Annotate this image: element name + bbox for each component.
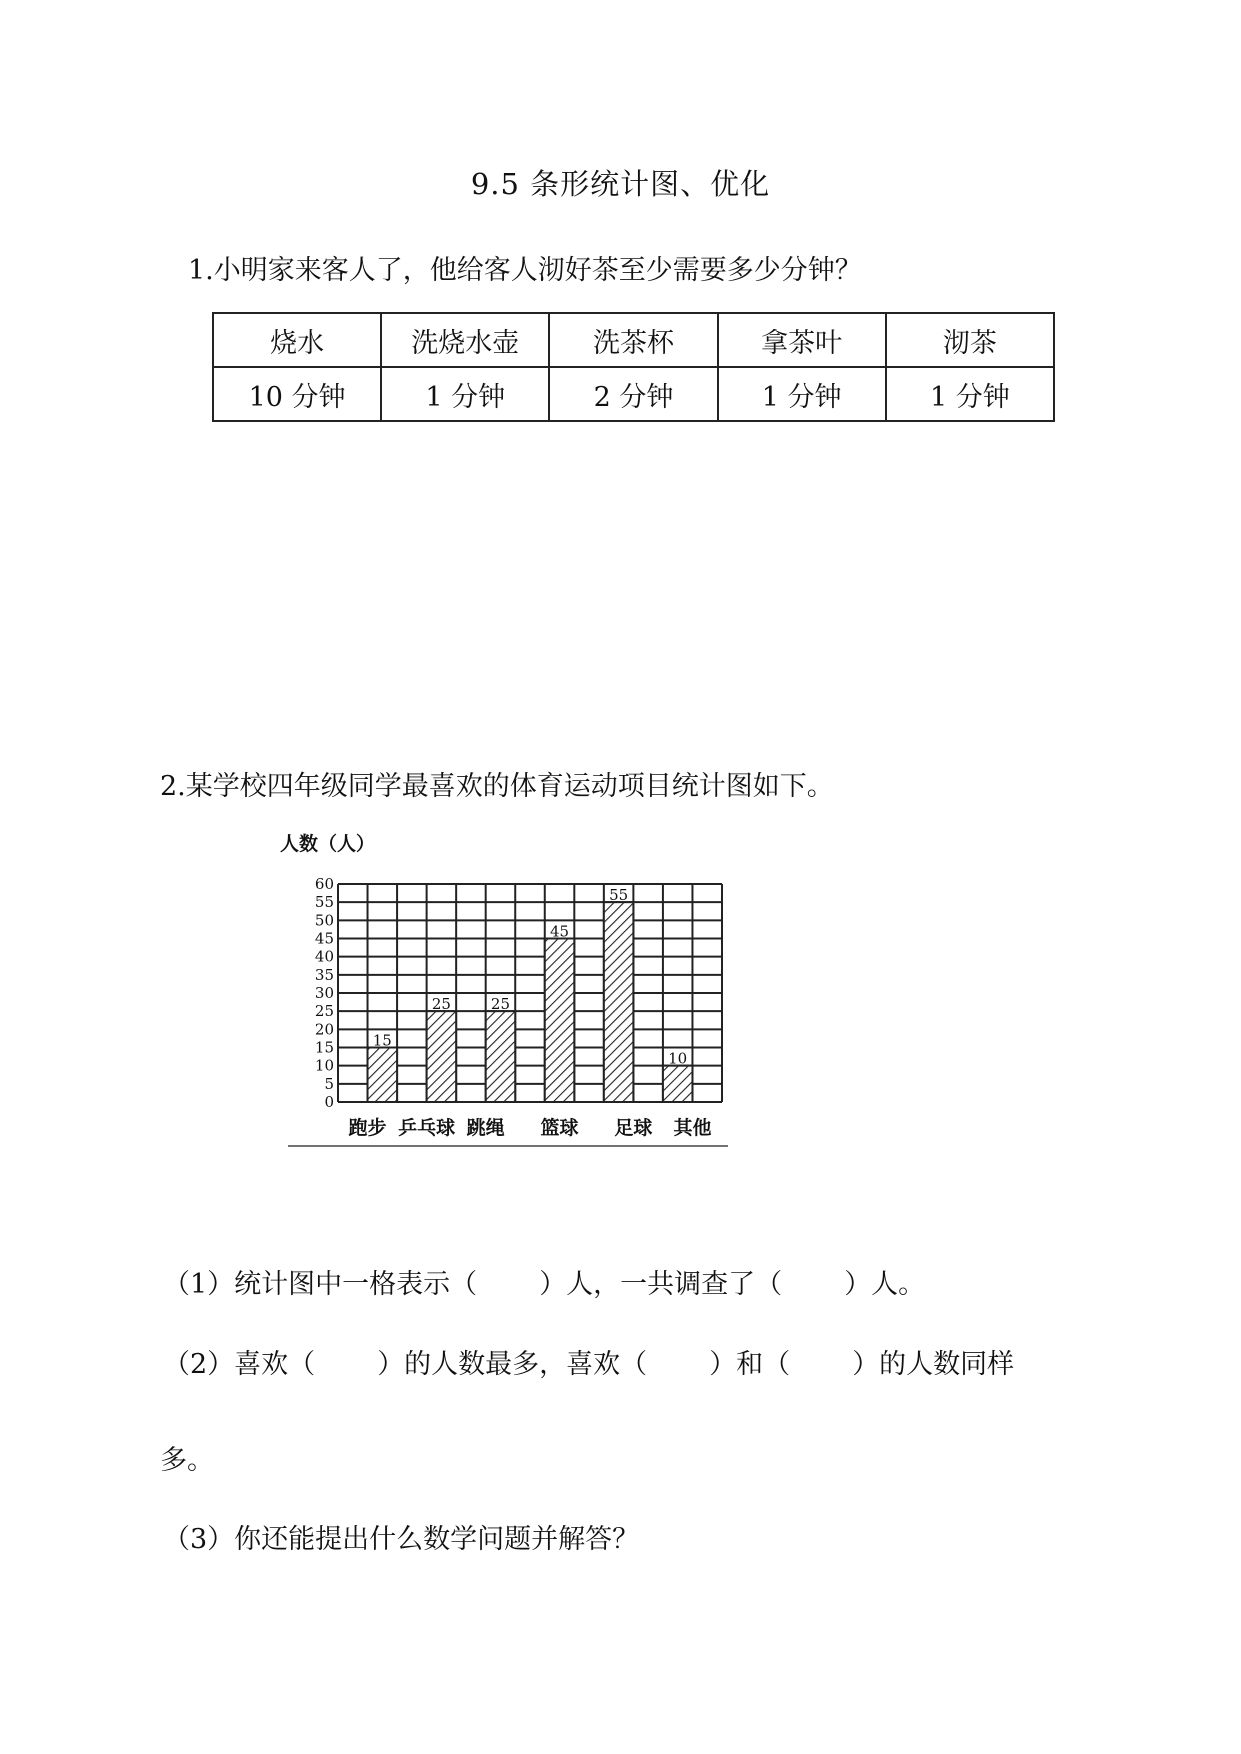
time-table-value: 1 分钟 xyxy=(886,367,1054,421)
sub-question-1-part-b: ）人，一共调查了（ xyxy=(539,1269,783,1300)
bar xyxy=(604,902,634,1102)
time-table-header: 沏茶 xyxy=(886,313,1054,367)
bar-data-label: 45 xyxy=(549,922,570,941)
sub-question-2 xyxy=(163,1342,1014,1381)
bar-data-label: 25 xyxy=(431,995,451,1014)
time-table-header: 洗烧水壶 xyxy=(381,313,549,367)
y-tick-label: 55 xyxy=(314,893,334,912)
y-tick-label: 15 xyxy=(314,1038,334,1057)
time-table-value: 2 分钟 xyxy=(549,367,717,421)
question-2-text: 2.某学校四年级同学最喜欢的体育运动项目统计图如下。 xyxy=(160,771,834,802)
x-category-label: 乒乓球 xyxy=(398,1117,456,1139)
y-tick-label: 0 xyxy=(324,1093,334,1111)
time-table-header: 烧水 xyxy=(213,313,381,367)
sub-question-2-continued: 多。 xyxy=(160,1445,214,1476)
time-table-value-row xyxy=(213,367,1054,421)
sub-question-2-part-c: ）和（ xyxy=(709,1349,791,1380)
y-tick-label: 60 xyxy=(314,875,334,893)
sub-question-2-part-b: ）的人数最多，喜欢（ xyxy=(377,1349,648,1380)
page-title: 9.5 条形统计图、优化 xyxy=(470,167,771,201)
y-tick-label: 50 xyxy=(314,911,334,930)
bar xyxy=(663,1066,693,1102)
sub-question-1 xyxy=(163,1262,925,1301)
time-table-value: 10 分钟 xyxy=(213,367,381,421)
bar xyxy=(486,1011,516,1102)
y-tick-label: 35 xyxy=(314,965,334,984)
y-tick-label: 10 xyxy=(314,1056,334,1075)
bar xyxy=(545,939,575,1103)
bar xyxy=(368,1048,398,1103)
time-table-header-row xyxy=(213,313,1054,367)
time-table-value: 1 分钟 xyxy=(718,367,886,421)
y-tick-label: 5 xyxy=(324,1074,334,1093)
x-category-label: 跑步 xyxy=(348,1117,387,1139)
sub-question-3: （3）你还能提出什么数学问题并解答？ xyxy=(163,1524,640,1555)
bar-data-label: 25 xyxy=(490,995,511,1014)
y-axis-label: 人数（人） xyxy=(280,833,376,855)
sub-question-2-part-d: ）的人数同样 xyxy=(852,1349,1015,1380)
bar-data-label: 15 xyxy=(372,1031,392,1050)
x-category-label: 其他 xyxy=(673,1117,712,1139)
y-tick-label: 45 xyxy=(314,929,334,948)
time-table-header: 拿茶叶 xyxy=(718,313,886,367)
x-category-label: 篮球 xyxy=(540,1117,579,1139)
question-1-text: 1.小明家来客人了，他给客人沏好茶至少需要多少分钟？ xyxy=(188,255,862,286)
bar-data-label: 10 xyxy=(668,1049,688,1068)
x-category-label: 跳绳 xyxy=(466,1117,505,1139)
bar xyxy=(427,1011,457,1102)
y-tick-label: 25 xyxy=(314,1002,334,1021)
bar-data-label: 55 xyxy=(609,886,629,905)
time-table-header: 洗茶杯 xyxy=(549,313,717,367)
sub-question-1-part-a: （1）统计图中一格表示（ xyxy=(163,1269,478,1300)
sub-question-1-part-c: ）人。 xyxy=(844,1269,926,1300)
x-category-label: 足球 xyxy=(614,1117,653,1139)
y-tick-label: 40 xyxy=(314,947,334,966)
y-tick-label: 20 xyxy=(314,1020,334,1039)
sub-question-2-part-a: （2）喜欢（ xyxy=(163,1349,316,1380)
time-table-value: 1 分钟 xyxy=(381,367,549,421)
time-table xyxy=(212,312,1055,422)
y-tick-label: 30 xyxy=(314,984,334,1002)
sports-bar-chart xyxy=(280,820,730,1150)
